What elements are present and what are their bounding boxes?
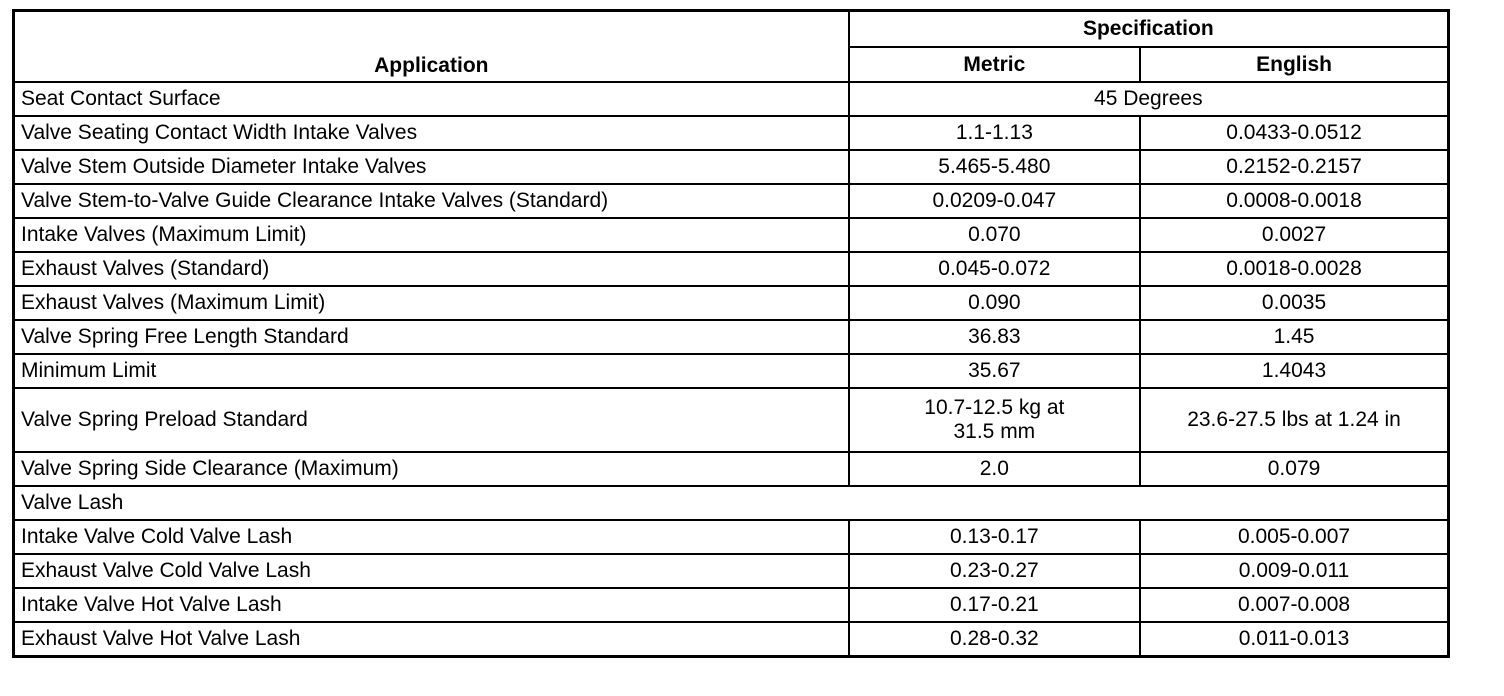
metric-value: 2.0 xyxy=(849,452,1140,486)
metric-value: 35.67 xyxy=(849,354,1140,388)
row-label: Valve Stem-to-Valve Guide Clearance Intake Valves (Standard) xyxy=(14,184,849,218)
section-heading: Valve Lash xyxy=(14,486,1449,520)
metric-value-line2: 31.5 mm xyxy=(953,420,1036,443)
metric-value-line1: 10.7-12.5 kg at xyxy=(924,396,1065,419)
metric-value: 0.28-0.32 xyxy=(849,622,1140,657)
english-value: 1.45 xyxy=(1140,320,1448,354)
header-row-1 xyxy=(14,11,1449,48)
row-label: Minimum Limit xyxy=(14,354,849,388)
row-label: Exhaust Valves (Maximum Limit) xyxy=(14,286,849,320)
english-value: 0.0018-0.0028 xyxy=(1140,252,1448,286)
row-label: Valve Spring Side Clearance (Maximum) xyxy=(14,452,849,486)
english-value: 0.0433-0.0512 xyxy=(1140,116,1448,150)
metric-value: 1.1-1.13 xyxy=(849,116,1140,150)
row-label: Intake Valves (Maximum Limit) xyxy=(14,218,849,252)
table-row xyxy=(14,150,1449,184)
metric-value: 0.23-0.27 xyxy=(849,554,1140,588)
english-value: 0.079 xyxy=(1140,452,1448,486)
english-value: 0.007-0.008 xyxy=(1140,588,1448,622)
row-label: Seat Contact Surface xyxy=(14,82,849,116)
metric-value: 0.0209-0.047 xyxy=(849,184,1140,218)
english-value: 0.0008-0.0018 xyxy=(1140,184,1448,218)
row-label: Exhaust Valve Hot Valve Lash xyxy=(14,622,849,657)
metric-value: 0.17-0.21 xyxy=(849,588,1140,622)
table-row xyxy=(14,184,1449,218)
table-row xyxy=(14,354,1449,388)
english-value: 1.4043 xyxy=(1140,354,1448,388)
row-label: Exhaust Valve Cold Valve Lash xyxy=(14,554,849,588)
table-row xyxy=(14,388,1449,452)
metric-header: Metric xyxy=(849,47,1140,82)
english-value: 0.011-0.013 xyxy=(1140,622,1448,657)
row-label: Exhaust Valves (Standard) xyxy=(14,252,849,286)
metric-value: 0.045-0.072 xyxy=(849,252,1140,286)
table-row xyxy=(14,622,1449,657)
row-label: Intake Valve Hot Valve Lash xyxy=(14,588,849,622)
english-header: English xyxy=(1140,47,1448,82)
valve-specification-table xyxy=(12,9,1450,658)
metric-value: 5.465-5.480 xyxy=(849,150,1140,184)
english-value: 23.6-27.5 lbs at 1.24 in xyxy=(1140,388,1448,452)
metric-value: 0.090 xyxy=(849,286,1140,320)
table-row xyxy=(14,116,1449,150)
metric-value: 0.13-0.17 xyxy=(849,520,1140,554)
english-value: 0.009-0.011 xyxy=(1140,554,1448,588)
table-row xyxy=(14,588,1449,622)
table-row xyxy=(14,82,1449,116)
metric-value: 36.83 xyxy=(849,320,1140,354)
english-value: 0.2152-0.2157 xyxy=(1140,150,1448,184)
row-label: Valve Spring Free Length Standard xyxy=(14,320,849,354)
table-row xyxy=(14,520,1449,554)
table-row xyxy=(14,320,1449,354)
english-value: 0.0027 xyxy=(1140,218,1448,252)
specification-header: Specification xyxy=(849,11,1449,48)
section-row xyxy=(14,486,1449,520)
table-row xyxy=(14,286,1449,320)
table-row xyxy=(14,452,1449,486)
application-header: Application xyxy=(14,11,849,83)
row-label: Valve Seating Contact Width Intake Valves xyxy=(14,116,849,150)
row-label: Valve Stem Outside Diameter Intake Valves xyxy=(14,150,849,184)
metric-value xyxy=(849,388,1140,452)
english-value: 0.005-0.007 xyxy=(1140,520,1448,554)
metric-value: 0.070 xyxy=(849,218,1140,252)
english-value: 0.0035 xyxy=(1140,286,1448,320)
row-label: Intake Valve Cold Valve Lash xyxy=(14,520,849,554)
row-label: Valve Spring Preload Standard xyxy=(14,388,849,452)
merged-value: 45 Degrees xyxy=(849,82,1449,116)
table-row xyxy=(14,218,1449,252)
table-row xyxy=(14,252,1449,286)
table-row xyxy=(14,554,1449,588)
